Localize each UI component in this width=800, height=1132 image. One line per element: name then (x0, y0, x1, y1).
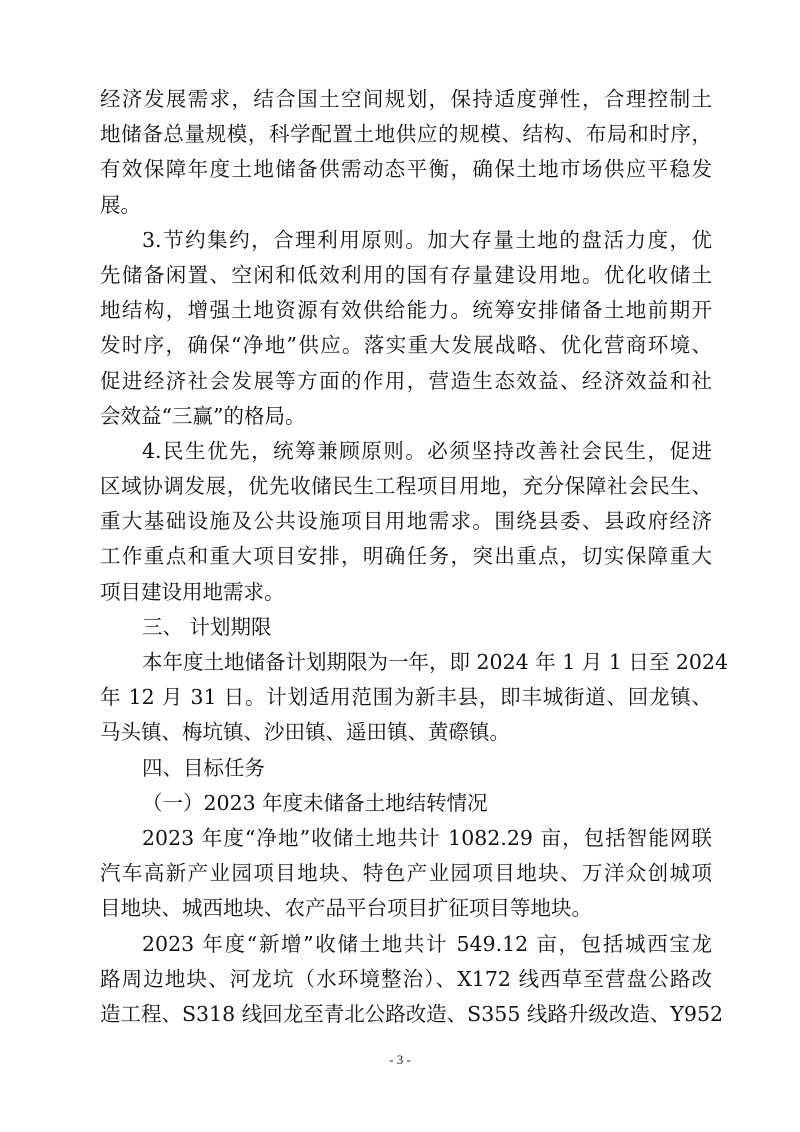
document-body (100, 82, 729, 1032)
text-line: 发时序，确保“净地”供应。落实重大发展战略、优化营商环境、 (100, 333, 712, 358)
text-line: 2023 年度“新增”收储土地共计 549.12 亩，包括城西宝龙 (142, 931, 712, 956)
text-line: 有效保障年度土地储备供需动态平衡，确保土地市场供应平稳发 (100, 157, 712, 182)
text-line: 目地块、城西地块、农产品平台项目扩征项目等地块。 (100, 896, 592, 921)
text-line: 会效益“三赢”的格局。 (100, 403, 306, 428)
text-line: 地结构，增强土地资源有效供给能力。统筹安排储备土地前期开 (100, 298, 712, 323)
text-line: 4.民生优先，统筹兼顾原则。必须坚持改善社会民生，促进 (142, 438, 712, 463)
text-line: 重大基础设施及公共设施项目用地需求。围绕县委、县政府经济 (100, 509, 712, 534)
text-line: 区域协调发展，优先收储民生工程项目用地，充分保障社会民生、 (100, 474, 712, 499)
text-line: 经济发展需求，结合国土空间规划，保持适度弹性，合理控制土 (100, 87, 712, 111)
text-line: 促进经济社会发展等方面的作用，营造生态效益、经济效益和社 (100, 368, 712, 393)
text-line: 先储备闲置、空闲和低效利用的国有存量建设用地。优化收储土 (100, 262, 712, 287)
page-number: - 3 - (389, 1052, 411, 1067)
text-line: 年 12 月 31 日。计划适用范围为新丰县，即丰城街道、回龙镇、 (100, 685, 712, 710)
text-line: 项目建设用地需求。 (100, 579, 285, 604)
text-line: 展。 (100, 192, 141, 217)
text-line: 马头镇、梅坑镇、沙田镇、遥田镇、黄磜镇。 (100, 720, 510, 745)
text-line: 3.节约集约，合理利用原则。加大存量土地的盘活力度，优 (142, 227, 712, 252)
text-line: （一）2023 年度未储备土地结转情况 (142, 790, 488, 815)
text-line: 2023 年度“净地”收储土地共计 1082.29 亩，包括智能网联 (142, 825, 712, 850)
text-line: 工作重点和重大项目安排，明确任务，突出重点，切实保障重大 (100, 544, 712, 569)
text-line: 路周边地块、河龙坑（水环境整治）、X172 线西草至营盘公路改 (100, 966, 712, 991)
text-line: 造工程、S318 线回龙至青北公路改造、S355 线路升级改造、Y952 (100, 1001, 724, 1026)
text-line: 汽车高新产业园项目地块、特色产业园项目地块、万洋众创城项 (100, 861, 712, 886)
section-heading: 三、 计划期限 (142, 614, 272, 639)
section-heading: 四、目标任务 (142, 755, 265, 780)
text-line: 地储备总量规模，科学配置土地供应的规模、结构、布局和时序， (100, 122, 712, 147)
text-line: 本年度土地储备计划期限为一年，即 2024 年 1 月 1 日至 2024 (142, 650, 729, 674)
